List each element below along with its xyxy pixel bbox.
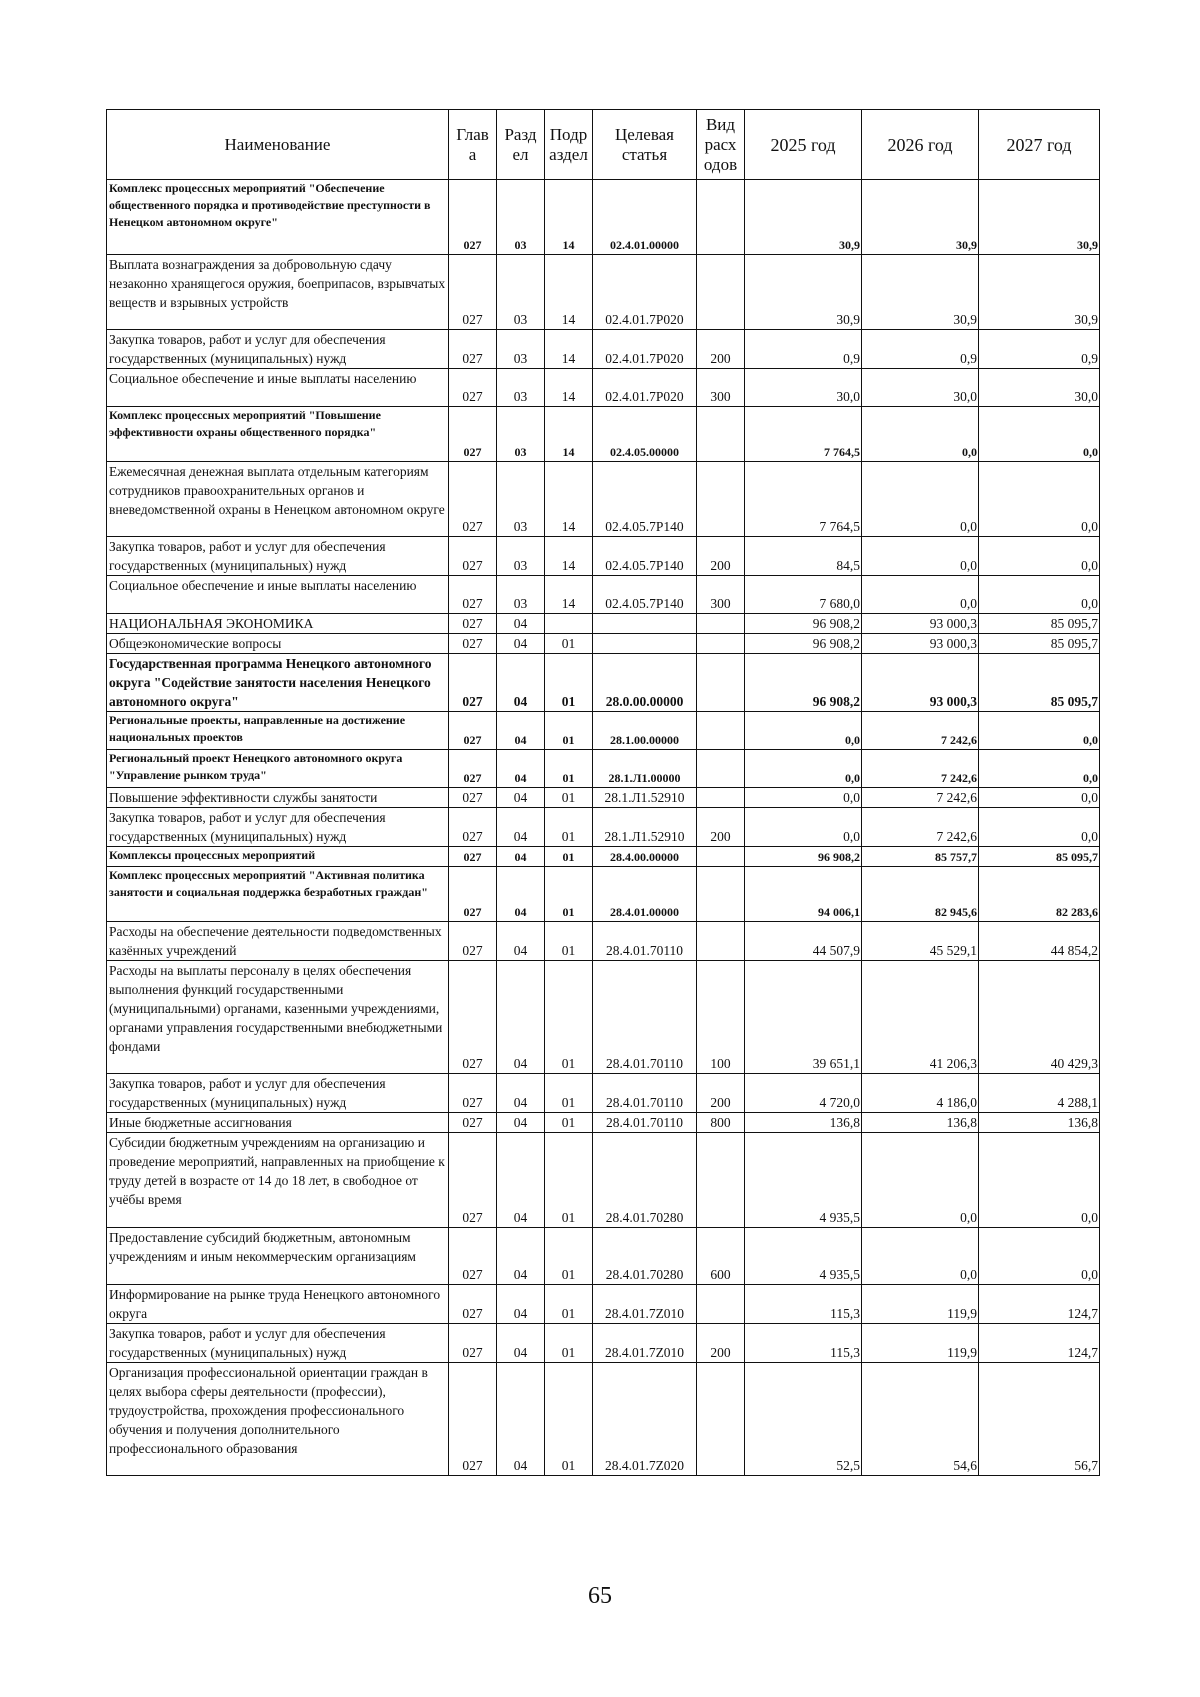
header-2025: 2025 год [745, 110, 862, 180]
cell-podrazdel: 01 [545, 634, 593, 654]
table-row [107, 961, 1100, 1074]
cell-2025: 84,5 [745, 537, 862, 576]
table-header-row [107, 110, 1100, 180]
cell-name: Предоставление субсидий бюджетным, автономным учреждениям и иным некоммерческим организациям [107, 1228, 449, 1285]
cell-2025: 0,9 [745, 330, 862, 369]
cell-2026: 41 206,3 [862, 961, 979, 1074]
cell-name: Выплата вознаграждения за добровольную сдачу незаконно хранящегося оружия, боеприпасов, взрывчатых веществ и взрывных устройств [107, 255, 449, 330]
cell-2025: 115,3 [745, 1285, 862, 1324]
cell-2026: 119,9 [862, 1285, 979, 1324]
cell-razdel: 04 [497, 1285, 545, 1324]
cell-razdel: 03 [497, 537, 545, 576]
cell-2027: 82 283,6 [979, 867, 1100, 922]
cell-2026: 0,0 [862, 1133, 979, 1228]
cell-podrazdel: 01 [545, 750, 593, 788]
cell-vid: 100 [697, 961, 745, 1074]
cell-target: 28.4.01.7Z010 [593, 1324, 697, 1363]
cell-target: 28.4.01.7Z020 [593, 1363, 697, 1476]
cell-2026: 0,0 [862, 537, 979, 576]
cell-2027: 44 854,2 [979, 922, 1100, 961]
cell-razdel: 03 [497, 576, 545, 614]
cell-glava: 027 [449, 712, 497, 750]
table-row [107, 330, 1100, 369]
table-row [107, 788, 1100, 808]
cell-name: Комплекс процессных мероприятий "Обеспечение общественного порядка и противодействие преступности в Ненецком автономном округе" [107, 180, 449, 255]
cell-2027: 124,7 [979, 1285, 1100, 1324]
cell-2026: 119,9 [862, 1324, 979, 1363]
cell-razdel: 04 [497, 808, 545, 847]
cell-target: 28.4.01.7Z010 [593, 1285, 697, 1324]
cell-razdel: 03 [497, 180, 545, 255]
table-row [107, 808, 1100, 847]
cell-2027: 40 429,3 [979, 961, 1100, 1074]
cell-glava: 027 [449, 750, 497, 788]
table-row [107, 255, 1100, 330]
cell-2026: 30,0 [862, 369, 979, 407]
table-row [107, 634, 1100, 654]
cell-target: 28.4.01.70110 [593, 922, 697, 961]
cell-target: 02.4.05.7Р140 [593, 462, 697, 537]
cell-glava: 027 [449, 369, 497, 407]
table-row [107, 922, 1100, 961]
cell-glava: 027 [449, 1324, 497, 1363]
cell-razdel: 04 [497, 634, 545, 654]
table-row [107, 654, 1100, 712]
cell-razdel: 04 [497, 1074, 545, 1113]
cell-razdel: 04 [497, 1363, 545, 1476]
cell-2027: 4 288,1 [979, 1074, 1100, 1113]
cell-name: Расходы на выплаты персоналу в целях обеспечения выполнения функций государственными (муниципальными) органами, казенными учреждениями, органами управления государственными внебюджетными фондами [107, 961, 449, 1074]
table-row [107, 462, 1100, 537]
cell-name: Общеэкономические вопросы [107, 634, 449, 654]
cell-2026: 7 242,6 [862, 712, 979, 750]
cell-target: 02.4.01.00000 [593, 180, 697, 255]
cell-2027: 0,0 [979, 1133, 1100, 1228]
cell-target: 28.0.00.00000 [593, 654, 697, 712]
cell-razdel: 04 [497, 712, 545, 750]
cell-2025: 0,0 [745, 712, 862, 750]
table-row [107, 1113, 1100, 1133]
cell-2026: 54,6 [862, 1363, 979, 1476]
cell-target: 28.4.01.70110 [593, 961, 697, 1074]
cell-target: 28.4.01.70280 [593, 1133, 697, 1228]
table-row [107, 614, 1100, 634]
cell-podrazdel: 01 [545, 922, 593, 961]
cell-2027: 85 095,7 [979, 847, 1100, 867]
cell-vid [697, 1133, 745, 1228]
header-2027: 2027 год [979, 110, 1100, 180]
cell-target: 28.1.Л1.52910 [593, 788, 697, 808]
cell-target: 02.4.05.00000 [593, 407, 697, 462]
cell-2026: 0,9 [862, 330, 979, 369]
cell-razdel: 03 [497, 369, 545, 407]
cell-name: Закупка товаров, работ и услуг для обеспечения государственных (муниципальных) нужд [107, 1074, 449, 1113]
cell-target: 28.1.Л1.00000 [593, 750, 697, 788]
cell-podrazdel: 14 [545, 576, 593, 614]
cell-podrazdel: 01 [545, 1133, 593, 1228]
cell-name: Закупка товаров, работ и услуг для обеспечения государственных (муниципальных) нужд [107, 537, 449, 576]
table-row [107, 1324, 1100, 1363]
cell-2027: 85 095,7 [979, 614, 1100, 634]
header-razdel: Разд ел [497, 110, 545, 180]
cell-vid [697, 750, 745, 788]
cell-2027: 0,0 [979, 407, 1100, 462]
cell-glava: 027 [449, 1285, 497, 1324]
cell-2027: 30,0 [979, 369, 1100, 407]
cell-name: Государственная программа Ненецкого автономного округа "Содействие занятости населения Ненецкого автономного округа" [107, 654, 449, 712]
cell-razdel: 04 [497, 1113, 545, 1133]
table-row [107, 1285, 1100, 1324]
cell-2027: 85 095,7 [979, 634, 1100, 654]
cell-target: 28.4.01.70110 [593, 1113, 697, 1133]
cell-2025: 30,9 [745, 180, 862, 255]
cell-name: Социальное обеспечение и иные выплаты населению [107, 576, 449, 614]
cell-glava: 027 [449, 961, 497, 1074]
table-row [107, 576, 1100, 614]
cell-glava: 027 [449, 1363, 497, 1476]
cell-vid: 200 [697, 1324, 745, 1363]
table-body [107, 180, 1100, 1476]
cell-name: Иные бюджетные ассигнования [107, 1113, 449, 1133]
cell-name: Региональный проект Ненецкого автономного округа "Управление рынком труда" [107, 750, 449, 788]
cell-razdel: 03 [497, 255, 545, 330]
cell-name: Комплекс процессных мероприятий "Повышение эффективности охраны общественного порядка" [107, 407, 449, 462]
header-name: Наименование [107, 110, 449, 180]
cell-podrazdel: 01 [545, 1285, 593, 1324]
cell-name: Закупка товаров, работ и услуг для обеспечения государственных (муниципальных) нужд [107, 330, 449, 369]
cell-2026: 7 242,6 [862, 750, 979, 788]
cell-target: 02.4.01.7Р020 [593, 255, 697, 330]
cell-glava: 027 [449, 654, 497, 712]
cell-2025: 0,0 [745, 808, 862, 847]
cell-podrazdel: 01 [545, 788, 593, 808]
cell-vid [697, 180, 745, 255]
cell-2027: 0,0 [979, 537, 1100, 576]
cell-glava: 027 [449, 1133, 497, 1228]
cell-podrazdel [545, 614, 593, 634]
cell-glava: 027 [449, 634, 497, 654]
cell-2025: 96 908,2 [745, 634, 862, 654]
cell-glava: 027 [449, 847, 497, 867]
cell-vid [697, 922, 745, 961]
cell-2026: 93 000,3 [862, 654, 979, 712]
cell-2026: 0,0 [862, 462, 979, 537]
cell-name: Комплекс процессных мероприятий "Активная политика занятости и социальная поддержка безработных граждан" [107, 867, 449, 922]
cell-target: 02.4.01.7Р020 [593, 369, 697, 407]
cell-target: 02.4.05.7Р140 [593, 537, 697, 576]
cell-vid [697, 847, 745, 867]
table-row [107, 867, 1100, 922]
budget-table [106, 109, 1100, 1476]
cell-2025: 0,0 [745, 788, 862, 808]
cell-glava: 027 [449, 255, 497, 330]
cell-podrazdel: 01 [545, 1324, 593, 1363]
cell-name: Субсидии бюджетным учреждениям на организацию и проведение мероприятий, направленных на приобщение к труду детей в возрасте от 14 до 18 лет, в свободное от учёбы время [107, 1133, 449, 1228]
cell-target [593, 634, 697, 654]
cell-2025: 44 507,9 [745, 922, 862, 961]
table-row [107, 750, 1100, 788]
header-podrazdel: Подр аздел [545, 110, 593, 180]
table-row [107, 1133, 1100, 1228]
cell-2026: 93 000,3 [862, 614, 979, 634]
cell-podrazdel: 01 [545, 654, 593, 712]
cell-razdel: 03 [497, 407, 545, 462]
cell-razdel: 04 [497, 750, 545, 788]
cell-glava: 027 [449, 537, 497, 576]
table-row [107, 712, 1100, 750]
cell-razdel: 04 [497, 614, 545, 634]
cell-2027: 0,0 [979, 788, 1100, 808]
cell-2027: 0,0 [979, 576, 1100, 614]
cell-target: 28.1.Л1.52910 [593, 808, 697, 847]
cell-2027: 0,0 [979, 750, 1100, 788]
cell-vid: 200 [697, 1074, 745, 1113]
cell-target: 28.4.00.00000 [593, 847, 697, 867]
cell-vid [697, 654, 745, 712]
cell-glava: 027 [449, 407, 497, 462]
cell-podrazdel: 01 [545, 1113, 593, 1133]
header-vid: Вид расх одов [697, 110, 745, 180]
cell-2026: 7 242,6 [862, 808, 979, 847]
header-2026: 2026 год [862, 110, 979, 180]
cell-name: Повышение эффективности службы занятости [107, 788, 449, 808]
cell-podrazdel: 01 [545, 1363, 593, 1476]
cell-2027: 0,0 [979, 808, 1100, 847]
cell-glava: 027 [449, 1228, 497, 1285]
cell-vid [697, 634, 745, 654]
table-row [107, 847, 1100, 867]
cell-glava: 027 [449, 614, 497, 634]
table-row [107, 407, 1100, 462]
cell-vid: 800 [697, 1113, 745, 1133]
cell-2026: 0,0 [862, 407, 979, 462]
page-number: 65 [588, 1583, 612, 1609]
cell-name: Закупка товаров, работ и услуг для обеспечения государственных (муниципальных) нужд [107, 1324, 449, 1363]
cell-glava: 027 [449, 576, 497, 614]
cell-2026: 0,0 [862, 1228, 979, 1285]
cell-glava: 027 [449, 922, 497, 961]
cell-2025: 7 764,5 [745, 462, 862, 537]
cell-podrazdel: 01 [545, 1074, 593, 1113]
cell-razdel: 03 [497, 330, 545, 369]
cell-vid [697, 1285, 745, 1324]
cell-2025: 115,3 [745, 1324, 862, 1363]
cell-target: 28.1.00.00000 [593, 712, 697, 750]
cell-podrazdel: 14 [545, 407, 593, 462]
cell-razdel: 04 [497, 1324, 545, 1363]
cell-glava: 027 [449, 1113, 497, 1133]
cell-target [593, 614, 697, 634]
cell-vid [697, 255, 745, 330]
cell-2025: 7 680,0 [745, 576, 862, 614]
cell-2027: 30,9 [979, 180, 1100, 255]
table-row [107, 537, 1100, 576]
cell-2027: 30,9 [979, 255, 1100, 330]
table-row [107, 1363, 1100, 1476]
cell-2025: 7 764,5 [745, 407, 862, 462]
cell-name: Информирование на рынке труда Ненецкого автономного округа [107, 1285, 449, 1324]
table-row [107, 180, 1100, 255]
cell-target: 02.4.05.7Р140 [593, 576, 697, 614]
cell-vid [697, 712, 745, 750]
cell-glava: 027 [449, 788, 497, 808]
cell-name: Региональные проекты, направленные на достижение национальных проектов [107, 712, 449, 750]
cell-podrazdel: 14 [545, 462, 593, 537]
cell-glava: 027 [449, 867, 497, 922]
cell-glava: 027 [449, 180, 497, 255]
cell-2025: 0,0 [745, 750, 862, 788]
cell-2027: 0,9 [979, 330, 1100, 369]
cell-glava: 027 [449, 330, 497, 369]
cell-razdel: 04 [497, 1228, 545, 1285]
cell-vid: 300 [697, 576, 745, 614]
cell-name: Закупка товаров, работ и услуг для обеспечения государственных (муниципальных) нужд [107, 808, 449, 847]
cell-2025: 96 908,2 [745, 654, 862, 712]
cell-vid: 200 [697, 537, 745, 576]
cell-2025: 30,9 [745, 255, 862, 330]
cell-podrazdel: 14 [545, 255, 593, 330]
cell-name: Комплексы процессных мероприятий [107, 847, 449, 867]
cell-razdel: 04 [497, 847, 545, 867]
cell-target: 28.4.01.70110 [593, 1074, 697, 1113]
cell-vid: 200 [697, 808, 745, 847]
cell-2027: 56,7 [979, 1363, 1100, 1476]
cell-2026: 85 757,7 [862, 847, 979, 867]
cell-2026: 4 186,0 [862, 1074, 979, 1113]
table-row [107, 369, 1100, 407]
cell-2026: 7 242,6 [862, 788, 979, 808]
cell-razdel: 04 [497, 788, 545, 808]
cell-podrazdel: 01 [545, 1228, 593, 1285]
cell-2025: 96 908,2 [745, 847, 862, 867]
cell-2026: 136,8 [862, 1113, 979, 1133]
cell-2025: 96 908,2 [745, 614, 862, 634]
cell-2025: 52,5 [745, 1363, 862, 1476]
table-row [107, 1074, 1100, 1113]
cell-vid [697, 867, 745, 922]
cell-2027: 85 095,7 [979, 654, 1100, 712]
cell-2025: 136,8 [745, 1113, 862, 1133]
cell-vid: 600 [697, 1228, 745, 1285]
cell-podrazdel: 14 [545, 330, 593, 369]
cell-2026: 30,9 [862, 180, 979, 255]
cell-vid [697, 788, 745, 808]
cell-podrazdel: 14 [545, 537, 593, 576]
cell-razdel: 04 [497, 867, 545, 922]
cell-glava: 027 [449, 462, 497, 537]
cell-2027: 0,0 [979, 1228, 1100, 1285]
cell-2025: 4 935,5 [745, 1133, 862, 1228]
cell-2025: 4 720,0 [745, 1074, 862, 1113]
cell-podrazdel: 01 [545, 847, 593, 867]
cell-2026: 82 945,6 [862, 867, 979, 922]
cell-podrazdel: 01 [545, 712, 593, 750]
cell-glava: 027 [449, 808, 497, 847]
cell-razdel: 04 [497, 1133, 545, 1228]
cell-2025: 30,0 [745, 369, 862, 407]
cell-vid: 300 [697, 369, 745, 407]
cell-name: Социальное обеспечение и иные выплаты населению [107, 369, 449, 407]
cell-podrazdel: 01 [545, 867, 593, 922]
header-target: Целевая статья [593, 110, 697, 180]
cell-target: 28.4.01.00000 [593, 867, 697, 922]
cell-vid [697, 614, 745, 634]
cell-vid [697, 1363, 745, 1476]
cell-razdel: 04 [497, 654, 545, 712]
cell-2026: 45 529,1 [862, 922, 979, 961]
cell-vid [697, 407, 745, 462]
cell-name: Ежемесячная денежная выплата отдельным категориям сотрудников правоохранительных органов и вневедомственной охраны в Ненецком автономном округе [107, 462, 449, 537]
cell-2025: 4 935,5 [745, 1228, 862, 1285]
cell-razdel: 03 [497, 462, 545, 537]
cell-target: 02.4.01.7Р020 [593, 330, 697, 369]
cell-podrazdel: 14 [545, 369, 593, 407]
cell-2026: 93 000,3 [862, 634, 979, 654]
cell-name: Организация профессиональной ориентации граждан в целях выбора сферы деятельности (профессии), трудоустройства, прохождения профессионального обучения и получения дополнительного профессионального образования [107, 1363, 449, 1476]
cell-podrazdel: 01 [545, 961, 593, 1074]
cell-name: НАЦИОНАЛЬНАЯ ЭКОНОМИКА [107, 614, 449, 634]
cell-2025: 94 006,1 [745, 867, 862, 922]
cell-2027: 124,7 [979, 1324, 1100, 1363]
cell-vid [697, 462, 745, 537]
cell-podrazdel: 14 [545, 180, 593, 255]
table-row [107, 1228, 1100, 1285]
cell-vid: 200 [697, 330, 745, 369]
cell-razdel: 04 [497, 961, 545, 1074]
cell-target: 28.4.01.70280 [593, 1228, 697, 1285]
cell-2027: 136,8 [979, 1113, 1100, 1133]
cell-2026: 0,0 [862, 576, 979, 614]
cell-podrazdel: 01 [545, 808, 593, 847]
cell-2025: 39 651,1 [745, 961, 862, 1074]
cell-2027: 0,0 [979, 712, 1100, 750]
header-glava: Глав а [449, 110, 497, 180]
cell-glava: 027 [449, 1074, 497, 1113]
cell-2027: 0,0 [979, 462, 1100, 537]
cell-razdel: 04 [497, 922, 545, 961]
cell-2026: 30,9 [862, 255, 979, 330]
cell-name: Расходы на обеспечение деятельности подведомственных казённых учреждений [107, 922, 449, 961]
